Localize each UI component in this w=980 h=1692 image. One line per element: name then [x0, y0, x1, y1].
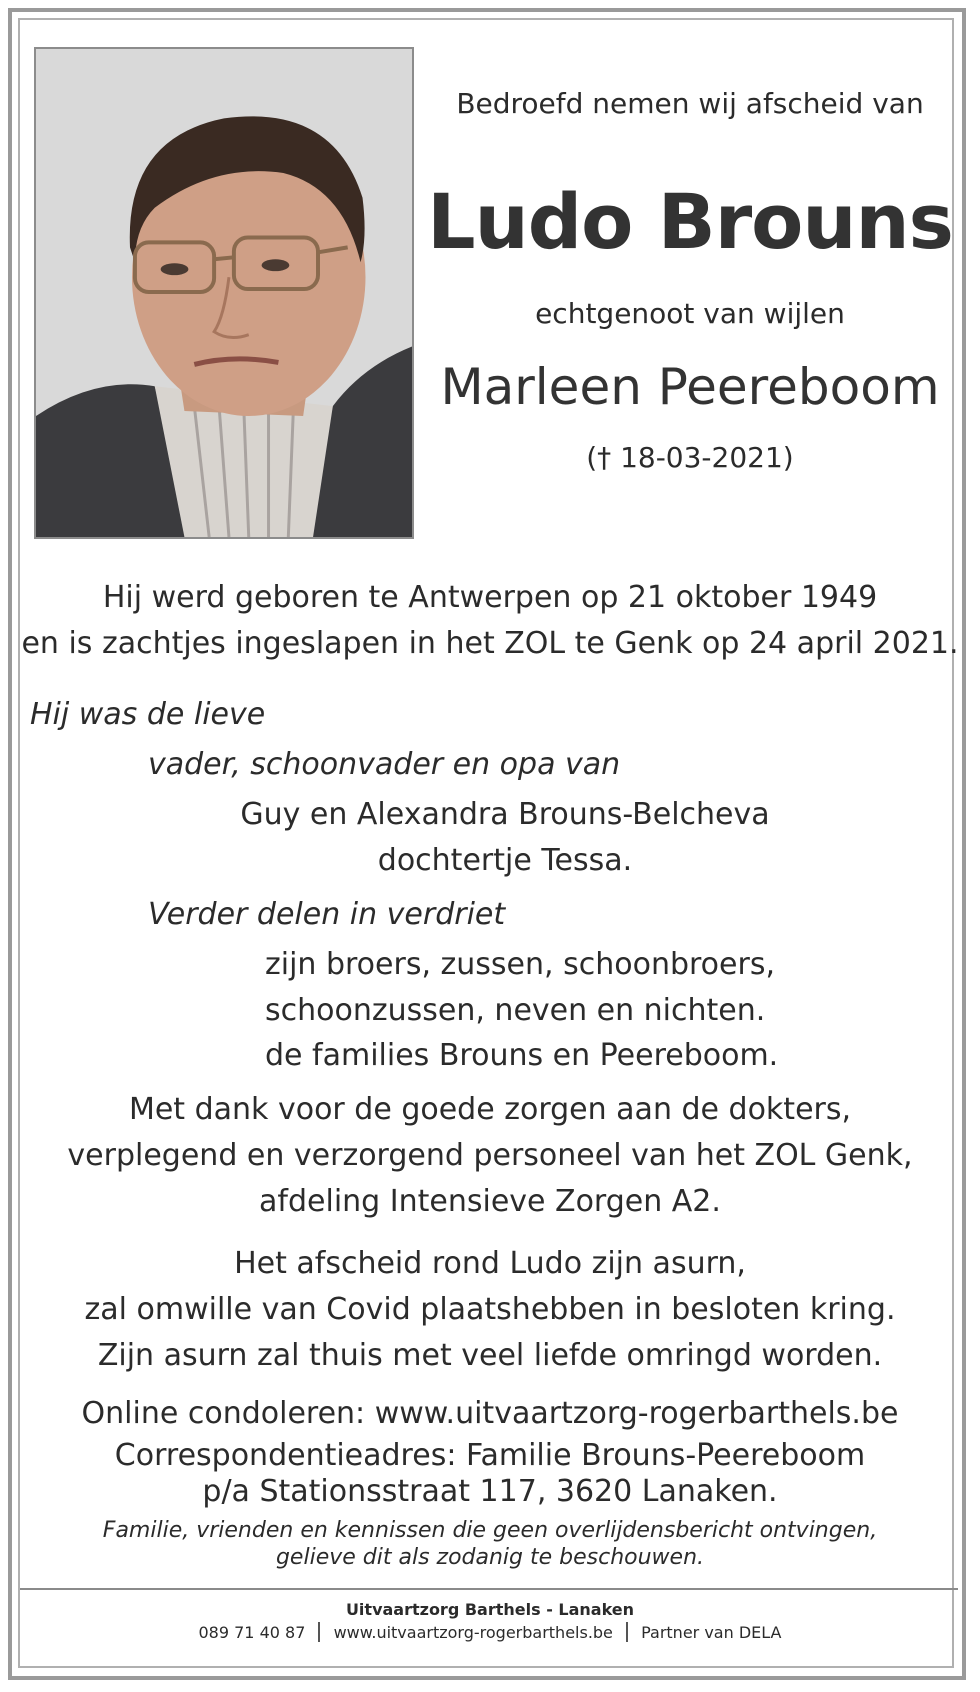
thanks-line: verplegend en verzorgend personeel van het ZOL Genk, — [67, 1138, 913, 1173]
children-line: Guy en Alexandra Brouns-Belcheva — [240, 797, 770, 832]
spouse-name: Marleen Peereboom — [440, 358, 940, 416]
thanks-line: afdeling Intensieve Zorgen A2. — [259, 1184, 721, 1219]
footer-phone: 089 71 40 87 — [198, 1623, 306, 1642]
portrait-photo — [34, 47, 414, 539]
spouse-prefix: echtgenoot van wijlen — [535, 297, 845, 330]
footer-partner: Partner van DELA — [641, 1623, 782, 1642]
correspondence-street: p/a Stationsstraat 117, 3620 Lanaken. — [202, 1474, 778, 1509]
family-intro: Hij was de lieve — [30, 697, 266, 732]
spouse-death-date: († 18-03-2021) — [586, 441, 794, 474]
relatives-line: schoonzussen, neven en nichten. — [265, 993, 766, 1028]
farewell-line: Het afscheid rond Ludo zijn asurn, — [234, 1246, 746, 1281]
birth-line: Hij werd geboren te Antwerpen op 21 oktober 1949 — [102, 580, 878, 615]
grandchild-line: dochtertje Tessa. — [377, 843, 633, 878]
relatives-line: de families Brouns en Peereboom. — [265, 1038, 779, 1073]
disclaimer-line: Familie, vrienden en kennissen die geen overlijdensbericht ontvingen, — [102, 1518, 878, 1543]
farewell-line: Zijn asurn zal thuis met veel liefde omringd worden. — [97, 1338, 883, 1373]
family-role: vader, schoonvader en opa van — [148, 747, 621, 782]
footer-separator — [626, 1622, 628, 1642]
relatives-line: zijn broers, zussen, schoonbroers, — [265, 947, 775, 982]
footer-divider — [20, 1588, 958, 1590]
thanks-line: Met dank voor de goede zorgen aan de dokters, — [128, 1092, 852, 1127]
grief-intro: Verder delen in verdriet — [148, 897, 506, 932]
disclaimer-line: gelieve dit als zodanig te beschouwen. — [275, 1545, 705, 1570]
deceased-name: Ludo Brouns — [427, 177, 953, 266]
death-line: en is zachtjes ingeslapen in het ZOL te Genk op 24 april 2021. — [21, 626, 959, 661]
funeral-home-name: Uitvaartzorg Barthels - Lanaken — [345, 1600, 635, 1619]
online-condolence: Online condoleren: www.uitvaartzorg-rogerbarthels.be — [81, 1396, 899, 1431]
farewell-line: zal omwille van Covid plaatshebben in besloten kring. — [84, 1292, 896, 1327]
intro-text: Bedroefd nemen wij afscheid van — [456, 87, 924, 120]
footer-contact-row — [0, 1622, 980, 1642]
correspondence-address: Correspondentieadres: Familie Brouns-Peereboom — [114, 1438, 866, 1473]
footer-separator — [318, 1622, 320, 1642]
footer-website: www.uitvaartzorg-rogerbarthels.be — [333, 1623, 613, 1642]
